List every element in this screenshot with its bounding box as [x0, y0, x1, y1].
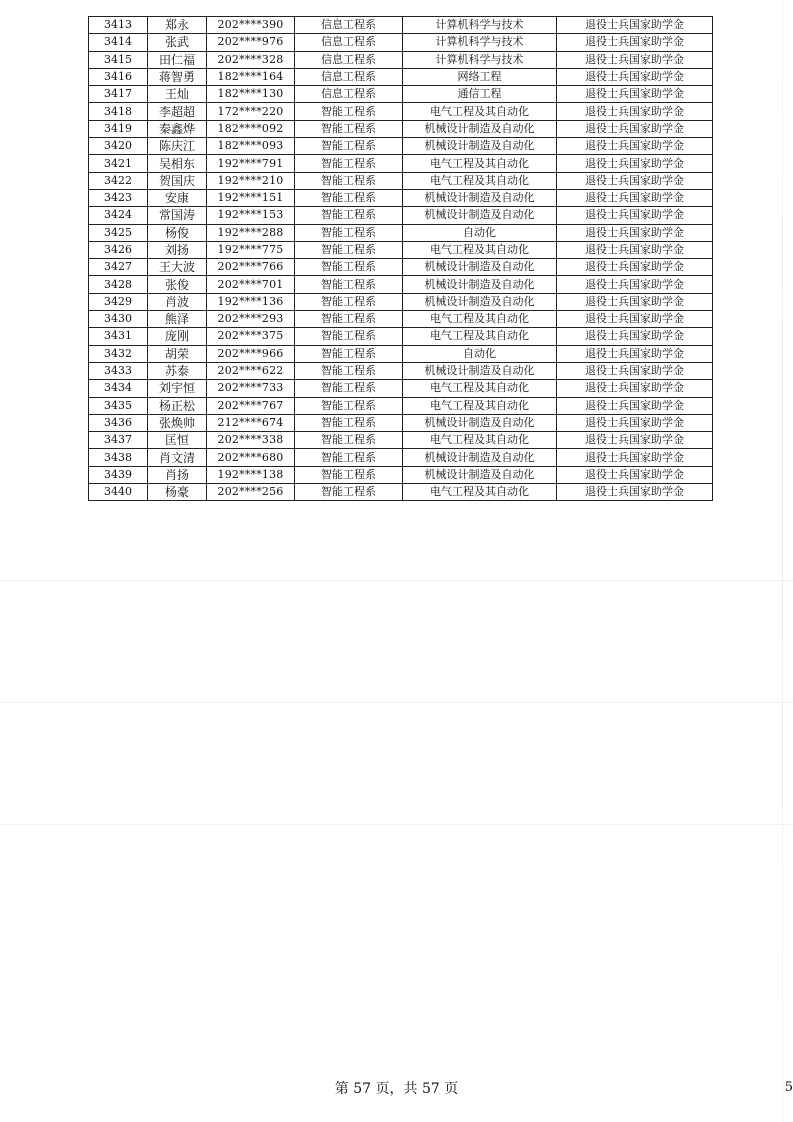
table-row	[89, 68, 713, 85]
student-id-cell: 202****767	[207, 397, 295, 414]
student-name-cell: 王灿	[148, 86, 207, 103]
student-id-cell: 192****210	[207, 172, 295, 189]
student-name-cell: 王大波	[148, 259, 207, 276]
department-cell: 智能工程系	[295, 120, 403, 137]
student-id-cell: 192****775	[207, 241, 295, 258]
student-name-cell: 肖波	[148, 293, 207, 310]
major-cell: 自动化	[403, 345, 557, 362]
department-cell: 智能工程系	[295, 241, 403, 258]
aid-type-cell: 退役士兵国家助学金	[557, 155, 713, 172]
scholarship-roster-table	[88, 16, 713, 501]
student-name-cell: 秦鑫烨	[148, 120, 207, 137]
aid-type-cell: 退役士兵国家助学金	[557, 345, 713, 362]
aid-type-cell: 退役士兵国家助学金	[557, 172, 713, 189]
major-cell: 电气工程及其自动化	[403, 103, 557, 120]
student-name-cell: 田仁福	[148, 51, 207, 68]
student-name-cell: 肖扬	[148, 466, 207, 483]
row-number-cell: 3413	[89, 17, 148, 34]
department-cell: 智能工程系	[295, 189, 403, 206]
aid-type-cell: 退役士兵国家助学金	[557, 68, 713, 85]
major-cell: 机械设计制造及自动化	[403, 362, 557, 379]
department-cell: 智能工程系	[295, 207, 403, 224]
major-cell: 电气工程及其自动化	[403, 484, 557, 501]
row-number-cell: 3433	[89, 362, 148, 379]
table-row	[89, 103, 713, 120]
table-row	[89, 484, 713, 501]
aid-type-cell: 退役士兵国家助学金	[557, 120, 713, 137]
row-number-cell: 3440	[89, 484, 148, 501]
student-id-cell: 202****976	[207, 34, 295, 51]
department-cell: 智能工程系	[295, 362, 403, 379]
aid-type-cell: 退役士兵国家助学金	[557, 259, 713, 276]
student-id-cell: 202****256	[207, 484, 295, 501]
table-row	[89, 414, 713, 431]
student-name-cell: 杨正松	[148, 397, 207, 414]
table-row	[89, 328, 713, 345]
student-id-cell: 192****151	[207, 189, 295, 206]
row-number-cell: 3417	[89, 86, 148, 103]
major-cell: 计算机科学与技术	[403, 51, 557, 68]
department-cell: 智能工程系	[295, 103, 403, 120]
department-cell: 智能工程系	[295, 449, 403, 466]
department-cell: 智能工程系	[295, 259, 403, 276]
major-cell: 机械设计制造及自动化	[403, 189, 557, 206]
row-number-cell: 3429	[89, 293, 148, 310]
major-cell: 电气工程及其自动化	[403, 155, 557, 172]
row-number-cell: 3434	[89, 380, 148, 397]
row-number-cell: 3415	[89, 51, 148, 68]
department-cell: 智能工程系	[295, 224, 403, 241]
page-footer: 第 57 页，共 57 页	[334, 1081, 459, 1097]
table-row	[89, 224, 713, 241]
scan-artifact-edge	[782, 0, 783, 1122]
aid-type-cell: 退役士兵国家助学金	[557, 207, 713, 224]
table-row	[89, 259, 713, 276]
student-id-cell: 202****293	[207, 311, 295, 328]
row-number-cell: 3437	[89, 432, 148, 449]
department-cell: 智能工程系	[295, 138, 403, 155]
student-name-cell: 张武	[148, 34, 207, 51]
corner-page-number: 5	[784, 1080, 793, 1095]
table-row	[89, 449, 713, 466]
aid-type-cell: 退役士兵国家助学金	[557, 224, 713, 241]
student-name-cell: 刘扬	[148, 241, 207, 258]
student-name-cell: 常国涛	[148, 207, 207, 224]
student-id-cell: 202****680	[207, 449, 295, 466]
major-cell: 电气工程及其自动化	[403, 397, 557, 414]
scan-artifact-line	[0, 580, 793, 581]
roster-table-body	[89, 17, 713, 501]
department-cell: 智能工程系	[295, 328, 403, 345]
row-number-cell: 3436	[89, 414, 148, 431]
aid-type-cell: 退役士兵国家助学金	[557, 466, 713, 483]
major-cell: 机械设计制造及自动化	[403, 120, 557, 137]
major-cell: 电气工程及其自动化	[403, 241, 557, 258]
row-number-cell: 3418	[89, 103, 148, 120]
department-cell: 智能工程系	[295, 466, 403, 483]
department-cell: 智能工程系	[295, 276, 403, 293]
student-id-cell: 202****622	[207, 362, 295, 379]
aid-type-cell: 退役士兵国家助学金	[557, 138, 713, 155]
student-id-cell: 172****220	[207, 103, 295, 120]
table-row	[89, 189, 713, 206]
major-cell: 通信工程	[403, 86, 557, 103]
student-name-cell: 李超超	[148, 103, 207, 120]
department-cell: 智能工程系	[295, 380, 403, 397]
student-name-cell: 杨俊	[148, 224, 207, 241]
major-cell: 机械设计制造及自动化	[403, 207, 557, 224]
table-row	[89, 466, 713, 483]
department-cell: 信息工程系	[295, 34, 403, 51]
student-name-cell: 杨豪	[148, 484, 207, 501]
student-id-cell: 202****390	[207, 17, 295, 34]
student-id-cell: 202****766	[207, 259, 295, 276]
row-number-cell: 3426	[89, 241, 148, 258]
student-name-cell: 贺国庆	[148, 172, 207, 189]
student-id-cell: 192****288	[207, 224, 295, 241]
table-row	[89, 86, 713, 103]
student-name-cell: 肖文清	[148, 449, 207, 466]
department-cell: 智能工程系	[295, 414, 403, 431]
student-id-cell: 192****138	[207, 466, 295, 483]
table-row	[89, 51, 713, 68]
student-id-cell: 202****338	[207, 432, 295, 449]
department-cell: 智能工程系	[295, 484, 403, 501]
aid-type-cell: 退役士兵国家助学金	[557, 17, 713, 34]
table-row	[89, 311, 713, 328]
department-cell: 智能工程系	[295, 432, 403, 449]
major-cell: 电气工程及其自动化	[403, 380, 557, 397]
aid-type-cell: 退役士兵国家助学金	[557, 484, 713, 501]
table-row	[89, 172, 713, 189]
major-cell: 自动化	[403, 224, 557, 241]
aid-type-cell: 退役士兵国家助学金	[557, 432, 713, 449]
aid-type-cell: 退役士兵国家助学金	[557, 51, 713, 68]
aid-type-cell: 退役士兵国家助学金	[557, 414, 713, 431]
row-number-cell: 3439	[89, 466, 148, 483]
row-number-cell: 3416	[89, 68, 148, 85]
major-cell: 电气工程及其自动化	[403, 432, 557, 449]
aid-type-cell: 退役士兵国家助学金	[557, 103, 713, 120]
student-id-cell: 202****375	[207, 328, 295, 345]
student-id-cell: 202****328	[207, 51, 295, 68]
student-id-cell: 182****130	[207, 86, 295, 103]
student-name-cell: 苏泰	[148, 362, 207, 379]
table-row	[89, 155, 713, 172]
major-cell: 电气工程及其自动化	[403, 172, 557, 189]
scan-artifact-line	[0, 702, 793, 703]
row-number-cell: 3425	[89, 224, 148, 241]
department-cell: 智能工程系	[295, 311, 403, 328]
table-row	[89, 362, 713, 379]
student-name-cell: 郑永	[148, 17, 207, 34]
major-cell: 机械设计制造及自动化	[403, 276, 557, 293]
major-cell: 计算机科学与技术	[403, 34, 557, 51]
table-row	[89, 345, 713, 362]
student-name-cell: 胡荣	[148, 345, 207, 362]
student-name-cell: 陈庆江	[148, 138, 207, 155]
aid-type-cell: 退役士兵国家助学金	[557, 276, 713, 293]
table-row	[89, 397, 713, 414]
row-number-cell: 3414	[89, 34, 148, 51]
department-cell: 信息工程系	[295, 51, 403, 68]
major-cell: 机械设计制造及自动化	[403, 414, 557, 431]
department-cell: 智能工程系	[295, 397, 403, 414]
department-cell: 智能工程系	[295, 345, 403, 362]
student-id-cell: 182****093	[207, 138, 295, 155]
student-id-cell: 202****701	[207, 276, 295, 293]
aid-type-cell: 退役士兵国家助学金	[557, 293, 713, 310]
table-row	[89, 207, 713, 224]
aid-type-cell: 退役士兵国家助学金	[557, 311, 713, 328]
student-name-cell: 匡恒	[148, 432, 207, 449]
table-row	[89, 276, 713, 293]
student-name-cell: 刘宇恒	[148, 380, 207, 397]
aid-type-cell: 退役士兵国家助学金	[557, 189, 713, 206]
row-number-cell: 3420	[89, 138, 148, 155]
row-number-cell: 3419	[89, 120, 148, 137]
table-row	[89, 432, 713, 449]
student-id-cell: 212****674	[207, 414, 295, 431]
department-cell: 信息工程系	[295, 68, 403, 85]
table-row	[89, 138, 713, 155]
student-name-cell: 庞刚	[148, 328, 207, 345]
student-id-cell: 192****791	[207, 155, 295, 172]
student-id-cell: 202****966	[207, 345, 295, 362]
aid-type-cell: 退役士兵国家助学金	[557, 328, 713, 345]
scan-artifact-line	[0, 824, 793, 825]
department-cell: 信息工程系	[295, 17, 403, 34]
student-name-cell: 蒋智勇	[148, 68, 207, 85]
row-number-cell: 3438	[89, 449, 148, 466]
department-cell: 信息工程系	[295, 86, 403, 103]
student-id-cell: 202****733	[207, 380, 295, 397]
row-number-cell: 3424	[89, 207, 148, 224]
department-cell: 智能工程系	[295, 155, 403, 172]
aid-type-cell: 退役士兵国家助学金	[557, 380, 713, 397]
table-row	[89, 120, 713, 137]
major-cell: 电气工程及其自动化	[403, 311, 557, 328]
row-number-cell: 3431	[89, 328, 148, 345]
row-number-cell: 3432	[89, 345, 148, 362]
row-number-cell: 3422	[89, 172, 148, 189]
student-name-cell: 吴相东	[148, 155, 207, 172]
major-cell: 机械设计制造及自动化	[403, 259, 557, 276]
major-cell: 机械设计制造及自动化	[403, 466, 557, 483]
row-number-cell: 3430	[89, 311, 148, 328]
aid-type-cell: 退役士兵国家助学金	[557, 241, 713, 258]
table-row	[89, 17, 713, 34]
aid-type-cell: 退役士兵国家助学金	[557, 362, 713, 379]
aid-type-cell: 退役士兵国家助学金	[557, 34, 713, 51]
major-cell: 电气工程及其自动化	[403, 328, 557, 345]
table-row	[89, 293, 713, 310]
student-id-cell: 192****136	[207, 293, 295, 310]
aid-type-cell: 退役士兵国家助学金	[557, 449, 713, 466]
aid-type-cell: 退役士兵国家助学金	[557, 397, 713, 414]
student-id-cell: 182****164	[207, 68, 295, 85]
student-id-cell: 182****092	[207, 120, 295, 137]
student-name-cell: 安康	[148, 189, 207, 206]
row-number-cell: 3435	[89, 397, 148, 414]
table-row	[89, 380, 713, 397]
major-cell: 机械设计制造及自动化	[403, 449, 557, 466]
row-number-cell: 3428	[89, 276, 148, 293]
department-cell: 智能工程系	[295, 293, 403, 310]
row-number-cell: 3423	[89, 189, 148, 206]
student-name-cell: 张焕帅	[148, 414, 207, 431]
department-cell: 智能工程系	[295, 172, 403, 189]
student-name-cell: 张俊	[148, 276, 207, 293]
student-name-cell: 熊泽	[148, 311, 207, 328]
student-id-cell: 192****153	[207, 207, 295, 224]
table-row	[89, 34, 713, 51]
row-number-cell: 3427	[89, 259, 148, 276]
major-cell: 网络工程	[403, 68, 557, 85]
major-cell: 机械设计制造及自动化	[403, 138, 557, 155]
aid-type-cell: 退役士兵国家助学金	[557, 86, 713, 103]
row-number-cell: 3421	[89, 155, 148, 172]
table-row	[89, 241, 713, 258]
major-cell: 机械设计制造及自动化	[403, 293, 557, 310]
major-cell: 计算机科学与技术	[403, 17, 557, 34]
